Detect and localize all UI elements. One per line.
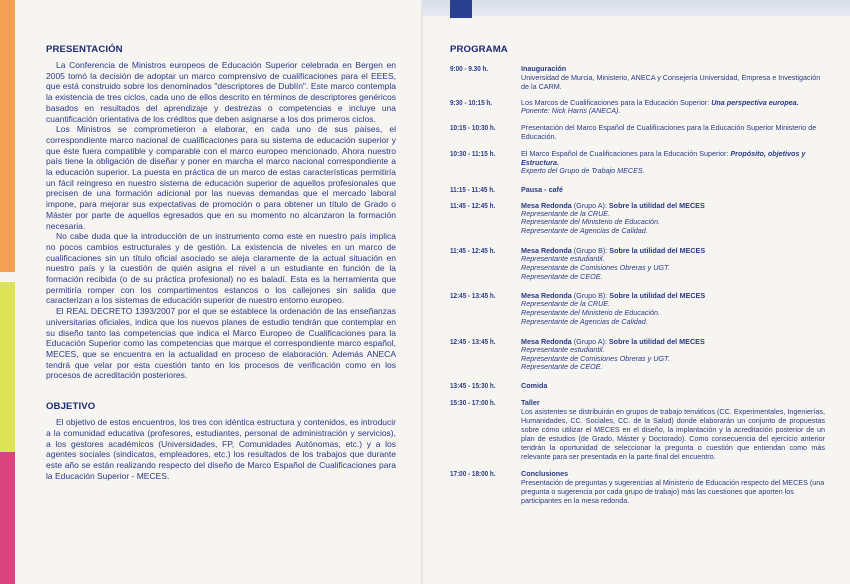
- program-item: [450, 291, 825, 326]
- presentacion-paragraph-4: El REAL DECRETO 1393/2007 por el que se establece la ordenación de las enseñanzas universitarias oficiales, indica que los nuevos planes de estudio tendrán que contemplar en su diseño tanto las competencias que indica el Marco Europeo de Cualificaciones para la Educación Superior como las competencias que marque el correspondiente marco español, MECES, que se encuentra en la actualidad en proceso de elaboración. Además ANECA tendrá que velar por esta cuestión tanto en los procesos de verificación como en los procesos de acreditación posteriores.: [46, 306, 396, 381]
- program-item: [450, 98, 825, 116]
- program-item: [450, 246, 825, 281]
- program-text: Los asistentes se distribuirán en grupos de trabajo temáticos (CC. Experimentales, Ingenierías, Humanidades, CC. Sociales, CC. de la Salud) donde elaborarán un conjunto de propuestas sobre cómo utilizar el MECES en el diseño, la implantación y la acreditación posterior de un plan de estudios (de Grado, Máster y Doctorado). Como consecuencia del ejercicio anterior tendrán la oportunidad de seleccionar la pregunta o cuestión que entiendan como más relevante para ser presentada en la parte final del encuentro.: [521, 407, 825, 462]
- program-line: Representante del Ministerio de Educación.: [521, 308, 661, 318]
- program-line: Representante del Ministerio de Educación.: [521, 217, 661, 227]
- right-column: [450, 44, 825, 505]
- left-column: [46, 44, 396, 481]
- program-title: Inauguración: [521, 64, 567, 73]
- presentacion-paragraph-2: Los Ministros se comprometieron a elaborar, en cada uno de sus países, el correspondiente marco nacional de cualificaciones para su sistema de educación superior y que éste fuera compatible y comparable con el marco europeo mencionado. Ahora nuestro país tiene la obligación de diseñar y poner en marcha el marco nacional correspondiente a la educación superior. La puesta en práctica de un marco de estas características permitiría un fácil reingreso en nuestro sistema de educación superior de aquellos profesionales que precisen de una formación adicional por las nuevas demandas que el mercado laboral impone, para mejorar sus expectativas de promoción o para obtener un título de Grado o Máster por parte de aquellos egresados que en su momento no alcanzaron la formación necesaria.: [46, 124, 396, 231]
- program-title: Mesa Redonda: [521, 200, 572, 210]
- program-item: [450, 123, 825, 141]
- program-group: (Grupo A):: [573, 200, 607, 210]
- program-title-2: Sobre la utilidad del MECES: [608, 336, 705, 346]
- program-time: 12:45 - 13:45 h.: [450, 336, 496, 346]
- orange-color-bar: [0, 0, 15, 272]
- program-time: 10:30 - 11:15 h.: [450, 148, 496, 158]
- program-emphasis: Propósito, objetivos y Estructura.: [521, 148, 806, 167]
- program-speaker: Ponente: Nick Harris (ANECA).: [521, 106, 621, 115]
- program-time: 11:15 - 11:45 h.: [450, 184, 495, 194]
- presentacion-paragraph-3: No cabe duda que la introducción de un instrumento como este en nuestro país implica no pocos cambios estructurales y de gestión. La existencia de niveles en un marco de cualificaciones sin un título oficial asociado se aleja claramente de la actual situación en nuestro país y la cuestión de quién asigna el nivel a un estudiante en función de la formación recibida (o de su práctica profesional) no es baladí. Esta es la herramienta que permitiría romper con los compartimentos estancos o los callejones sin salida que caracterizan a los sistemas de educación superior de nuestro entorno europeo.: [46, 231, 396, 306]
- program-time: 10:15 - 10:30 h.: [450, 122, 496, 132]
- program-title: Comida: [521, 381, 548, 391]
- program-title-2: Sobre la utilidad del MECES: [609, 291, 706, 301]
- program-line: Representante estudiantil.: [521, 253, 605, 263]
- program-group: (Grupo B):: [573, 291, 608, 301]
- program-time: 15:30 - 17:00 h.: [450, 398, 496, 408]
- programa-heading: PROGRAMA: [450, 44, 508, 55]
- program-time: 13:45 - 15:30 h.: [450, 381, 496, 391]
- program-line: Representante de la CRUE.: [521, 208, 611, 218]
- program-line: Representante de CEOE.: [521, 271, 603, 281]
- program-time: 9:00 - 9.30 h.: [450, 64, 489, 73]
- program-title: Mesa Redonda: [521, 245, 572, 255]
- objetivo-heading: OBJETIVO: [46, 401, 96, 413]
- program-time: 11:45 - 12:45 h.: [450, 245, 496, 255]
- program-speaker: Experto del Grupo de Trabajo MECES.: [521, 165, 645, 175]
- program-item: [450, 337, 825, 372]
- program-title: Pausa - café: [521, 184, 563, 194]
- program-group: (Grupo A):: [573, 336, 607, 346]
- program-title: Mesa Redonda: [521, 291, 572, 301]
- program-group: (Grupo B):: [573, 245, 608, 255]
- program-line: Representante de la CRUE.: [521, 299, 611, 309]
- fold-line: [421, 0, 423, 584]
- program-item: [450, 149, 825, 176]
- program-time: 12:45 - 13:45 h.: [450, 291, 496, 301]
- program-time: 9:30 - 10:15 h.: [450, 98, 493, 107]
- program-text: Presentación de preguntas y sugerencias al Ministerio de Educación respecto del MECES (una pregunta o sugerencia por cada grupo de trabajo) más las cuestiones que aporten los participantes en la mesa redonda.: [521, 478, 825, 506]
- program-line: Representante de CEOE.: [521, 362, 603, 372]
- program-emphasis: Una perspectiva europea.: [711, 98, 799, 107]
- pink-color-bar: [0, 452, 15, 584]
- program-title: Conclusiones: [521, 469, 569, 479]
- top-band: [423, 0, 850, 16]
- program-line: Representante de Agencias de Calidad.: [521, 226, 648, 236]
- presentacion-heading: PRESENTACIÓN: [46, 44, 123, 55]
- program-item: [450, 201, 825, 236]
- program-title: Mesa Redonda: [521, 336, 572, 346]
- program-item: [450, 64, 825, 91]
- program-line: Representante de Comisiones Obreras y UGT.: [521, 353, 670, 363]
- program-title-2: Sobre la utilidad del MECES: [609, 245, 706, 255]
- program-line: Representante de Comisiones Obreras y UGT.: [521, 262, 670, 272]
- presentacion-paragraph-1: La Conferencia de Ministros europeos de Educación Superior celebrada en Bergen en 2005 tomó la decisión de adoptar un marco comprensivo de cualificaciones para el EEES, que está construido sobre los denominados "descriptores de Dublín". Este marco contempla la existencia de tres ciclos, cada uno de ellos descrito en términos de descriptores genéricos basados en resultados del aprendizaje y destrezas o competencias e incluye una cuantificación orientativa de los créditos que deben asignarse a los dos primeros ciclos.: [46, 60, 396, 124]
- program-item: [450, 185, 825, 194]
- program-item: [450, 398, 825, 461]
- objetivo-paragraph: El objetivo de estos encuentros, los tres con idéntica estructura y contenidos, es introducir a la comunidad educativa (profesores, estudiantes, personal de administración y servicios), a los gestores académicos (Universidades, FP, Comunidades Autónomas, etc.) y a los agentes sociales (sindicatos, empleadores, etc.) los resultados de los trabajos que durante este año se están realizando respecto del diseño de Marco Español de Cualificaciones para la Educación Superior - MECES.: [46, 417, 396, 481]
- program-text: Presentación del Marco Español de Cualificaciones para la Educación Superior Ministerio de Educación.: [521, 122, 817, 141]
- program-item: [450, 469, 825, 505]
- program-time: 17:00 - 18:00 h.: [450, 469, 496, 479]
- program-item: [450, 381, 825, 390]
- program-text: Los Marcos de Cualificaciones para la Educación Superior:: [521, 98, 710, 107]
- program-time: 11:45 - 12:45 h.: [450, 200, 496, 210]
- blue-square: [450, 0, 472, 18]
- program-text: El Marco Español de Cualificaciones para la Educación Superior:: [521, 148, 729, 158]
- program-title-2: Sobre la utilidad del MECES: [608, 200, 705, 210]
- program-text: Universidad de Murcia, Ministerio, ANECA y Consejería Universidad, Empresa e Investigación de la CARM.: [521, 73, 821, 91]
- program-title: Taller: [521, 398, 540, 408]
- program-line: Representante estudiantil.: [521, 344, 605, 354]
- program-line: Representante de Agencias de Calidad.: [521, 316, 648, 326]
- yellow-color-bar: [0, 282, 15, 452]
